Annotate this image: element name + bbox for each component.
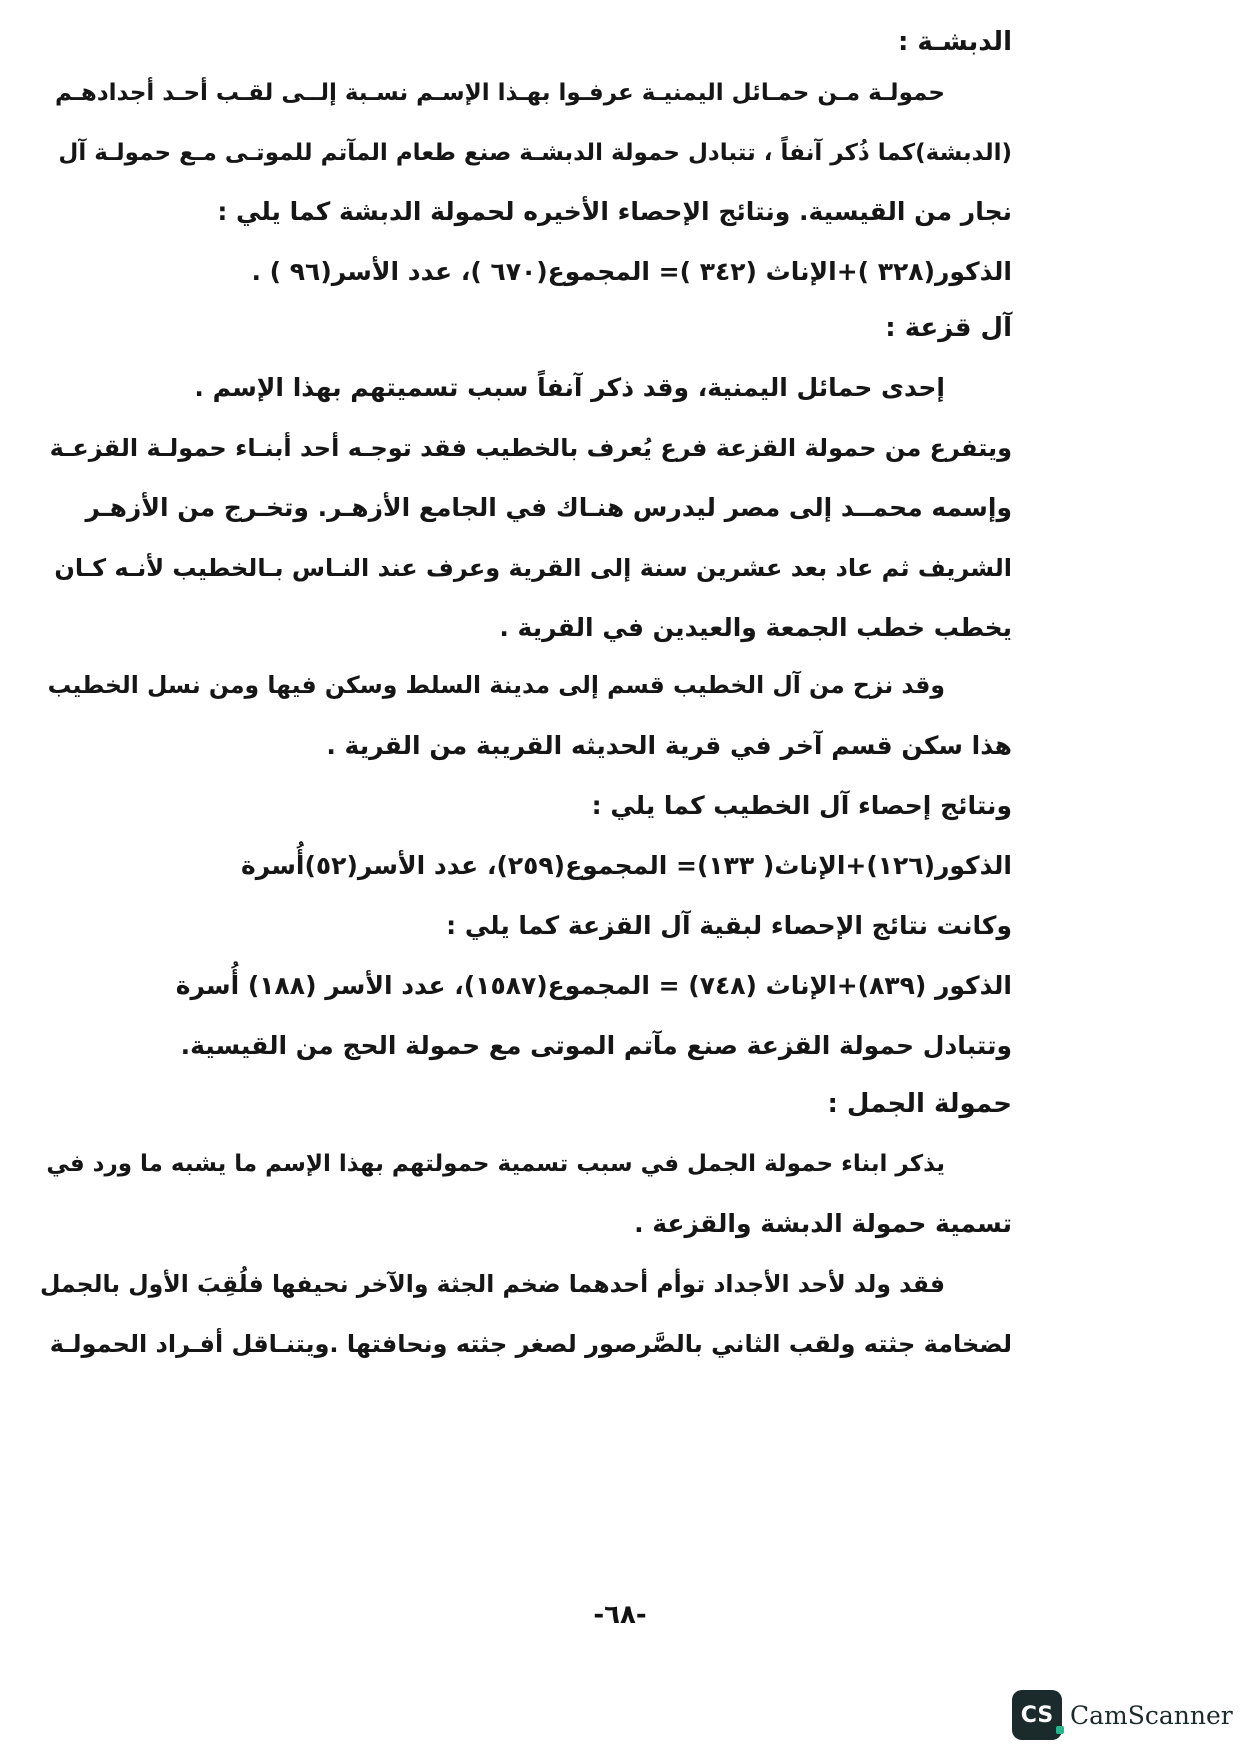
camscanner-watermark xyxy=(1012,1690,1233,1740)
text-line: ونتائج إحصاء آل الخطيب كما يلي : xyxy=(591,791,1012,820)
page-number: -٦٨- xyxy=(593,1600,647,1630)
section-heading-jamal: حمولة الجمل : xyxy=(827,1089,1012,1119)
text-line: إحدى حمائل اليمنية، وقد ذكر آنفاً سبب تسميتهم بهذا الإسم . xyxy=(194,373,945,402)
section-heading-qaza: آل قزعة : xyxy=(885,313,1012,343)
census-line: الذكور(٣٢٨ )+الإناث (٣٤٢ )= المجموع(٦٧٠ )، عدد الأسر(٩٦ ) . xyxy=(251,257,1012,286)
text-line: يخطب خطب الجمعة والعيدين في القرية . xyxy=(499,613,1012,642)
text-line: يذكر ابناء حمولة الجمل في سبب تسمية حمولتهم بهذا الإسم ما يشبه ما ورد في xyxy=(46,1151,945,1177)
text-line: (الدبشة)كما ذُكر آنفاً ، تتبادل حمولة الدبشـة صنع طعام المآتم للموتـى مـع حمولـة آل xyxy=(58,140,1012,166)
census-line: الذكور (٨٣٩)+الإناث (٧٤٨) = المجموع(١٥٨٧)، عدد الأسر (١٨٨) أُسرة xyxy=(175,971,1012,1000)
census-line: الذكور(١٢٦)+الإناث( ١٣٣)= المجموع(٢٥٩)، عدد الأسر(٥٢)أُسرة xyxy=(241,851,1012,880)
text-line: هذا سكن قسم آخر في قرية الحديثه القريبة من القرية . xyxy=(326,731,1012,760)
text-line: وكانت نتائج الإحصاء لبقية آل القزعة كما يلي : xyxy=(446,911,1012,940)
text-line: نجار من القيسية. ونتائج الإحصاء الأخيره لحمولة الدبشة كما يلي : xyxy=(217,197,1012,226)
text-line: وإسمه محمــد إلى مصر ليدرس هنـاك في الجامع الأزهـر. وتخـرج من الأزهـر xyxy=(85,493,1012,522)
text-line: ويتفرع من حمولة القزعة فرع يُعرف بالخطيب فقد توجـه أحد أبنـاء حمولـة القزعـة xyxy=(49,434,1012,462)
text-line: حمولـة مـن حمـائل اليمنيـة عرفـوا بهـذا الإسـم نسـبة إلــى لقـب أحـد أجدادهـم xyxy=(55,80,945,106)
text-line: فقد ولد لأحد الأجداد توأم أحدهما ضخم الجثة والآخر نحيفها فلُقِبَ الأول بالجمل xyxy=(39,1270,945,1298)
camscanner-brand: CamScanner xyxy=(1070,1700,1233,1730)
section-heading-dabsha: الدبشـة : xyxy=(897,27,1012,57)
text-line: لضخامة جثته ولقب الثاني بالصَّرصور لصغر جثته ونحافتها .ويتنـاقل أفـراد الحمولـة xyxy=(49,1330,1012,1358)
text-line: تسمية حمولة الدبشة والقزعة . xyxy=(634,1209,1012,1238)
text-line: وتتبادل حمولة القزعة صنع مآتم الموتى مع حمولة الحج من القيسية. xyxy=(180,1031,1012,1060)
text-line: وقد نزح من آل الخطيب قسم إلى مدينة السلط وسكن فيها ومن نسل الخطيب xyxy=(47,671,945,699)
text-line: الشريف ثم عاد بعد عشرين سنة إلى القرية وعرف عند النـاس بـالخطيب لأنـه كـان xyxy=(54,554,1012,582)
camscanner-logo-icon: CS xyxy=(1012,1690,1062,1740)
